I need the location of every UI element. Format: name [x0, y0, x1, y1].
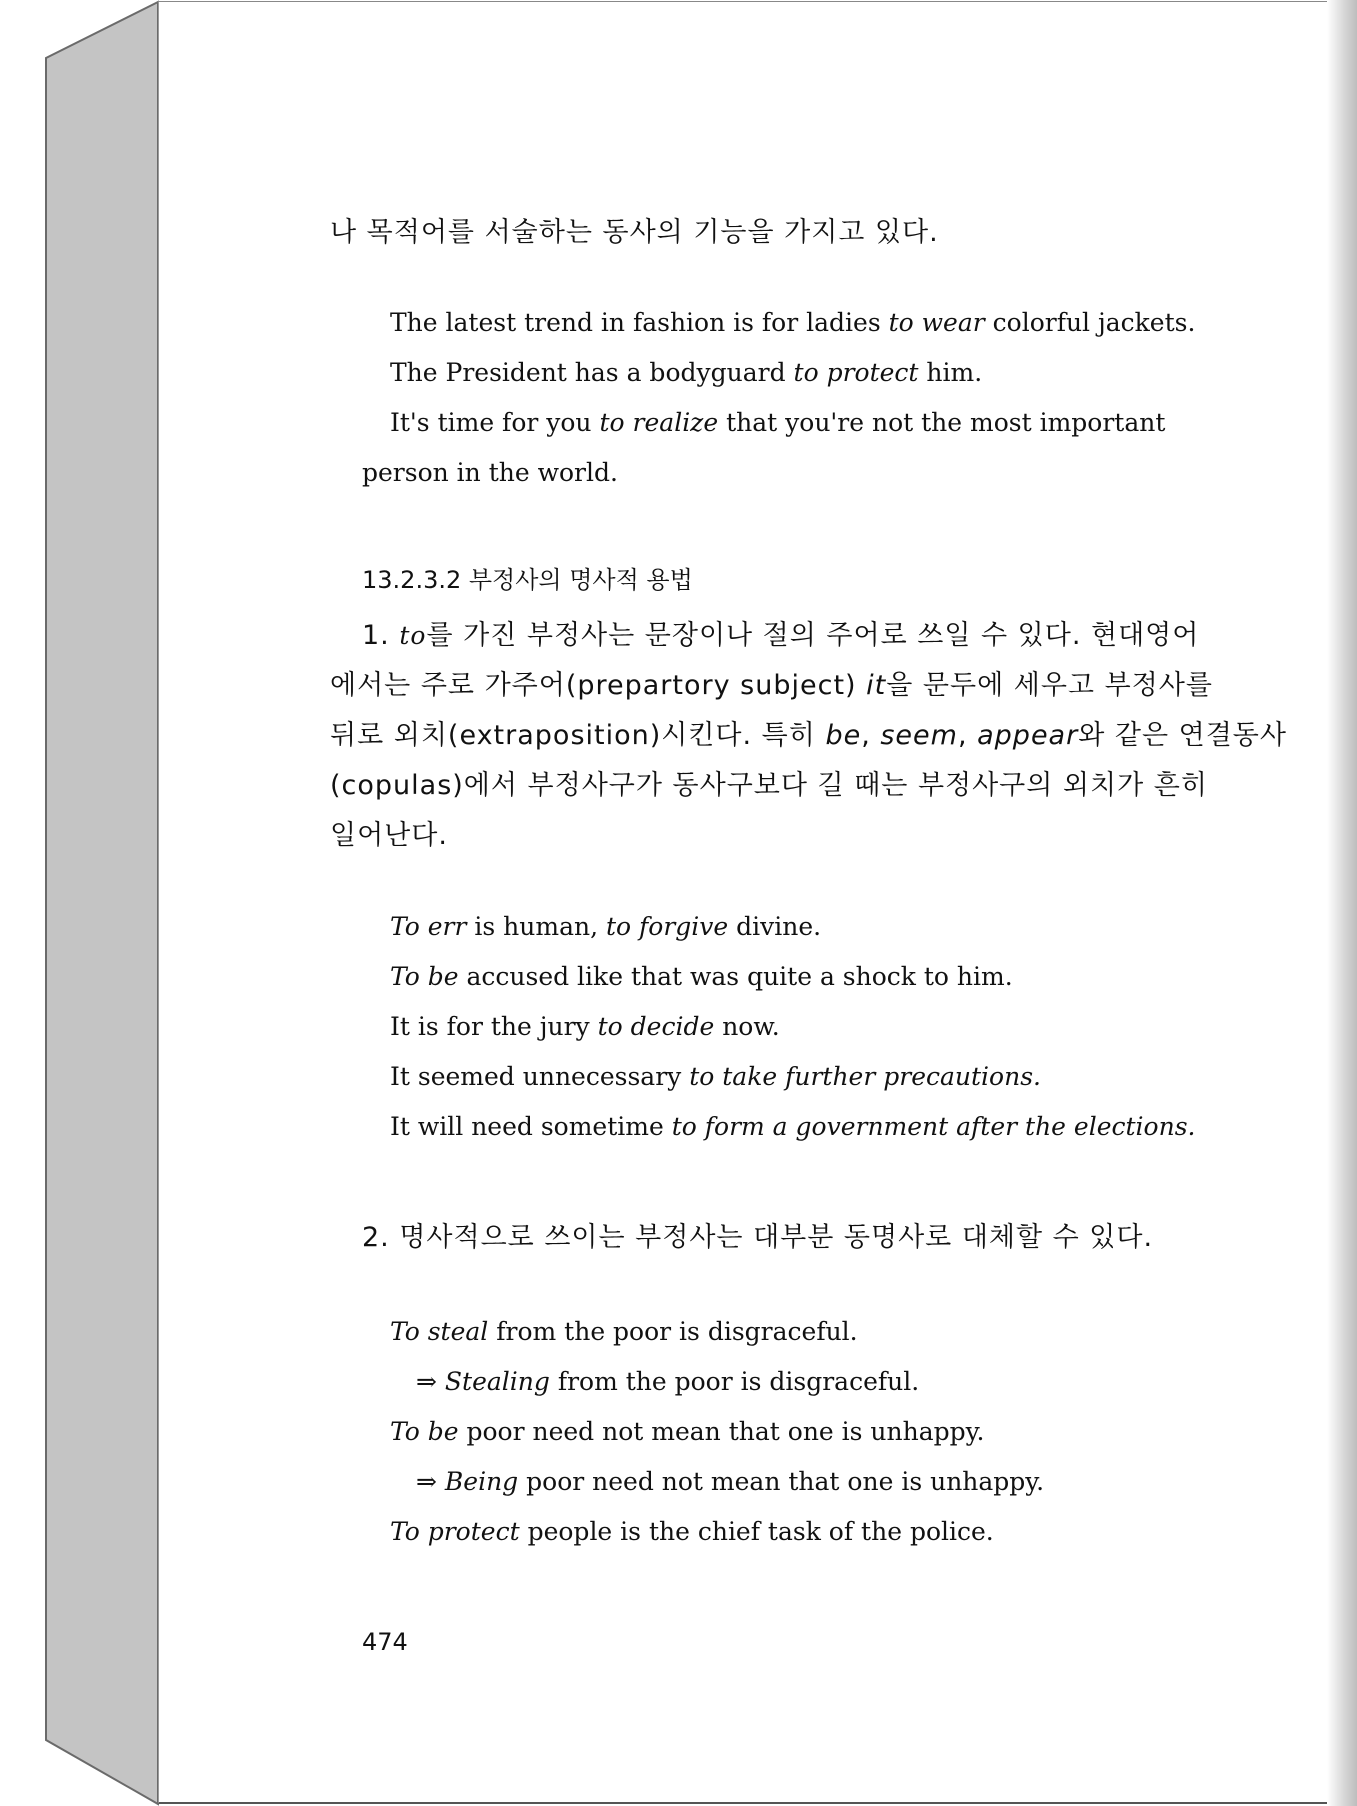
paragraph-line: 에서는 주로 가주어(prepartory subject) it을 문두에 세우고 부정사를 — [330, 670, 1213, 701]
paragraph-line: 일어난다. — [330, 820, 448, 851]
example-line: To err is human, to forgive divine. — [390, 912, 822, 941]
example-line: ⇒ Being poor need not mean that one is unhappy. — [416, 1467, 1045, 1496]
paragraph-line: 1. to를 가진 부정사는 문장이나 절의 주어로 쓰일 수 있다. 현대영어 — [362, 620, 1200, 651]
example-line: It is for the jury to decide now. — [390, 1012, 780, 1041]
example-line: The President has a bodyguard to protect him. — [390, 358, 983, 387]
example-line: To protect people is the chief task of the police. — [390, 1517, 994, 1546]
section-heading: 13.2.3.2 부정사의 명사적 용법 — [362, 566, 693, 594]
example-line: It's time for you to realize that you're not the most important — [390, 408, 1166, 437]
intro-line: 나 목적어를 서술하는 동사의 기능을 가지고 있다. — [330, 217, 939, 248]
paragraph-line: 뒤로 외치(extraposition)시킨다. 특히 be, seem, appear와 같은 연결동사 — [330, 720, 1287, 751]
example-line: person in the world. — [362, 458, 618, 487]
paragraph-line: (copulas)에서 부정사구가 동사구보다 길 때는 부정사구의 외치가 흔히 — [330, 770, 1208, 801]
example-line: To steal from the poor is disgraceful. — [390, 1317, 858, 1346]
example-line: ⇒ Stealing from the poor is disgraceful. — [416, 1367, 920, 1396]
page-edge-shadow — [1327, 0, 1357, 1806]
paragraph-line: 2. 명사적으로 쓰이는 부정사는 대부분 동명사로 대체할 수 있다. — [362, 1222, 1154, 1253]
example-line: It will need sometime to form a government after the elections. — [390, 1112, 1196, 1141]
example-line: To be poor need not mean that one is unhappy. — [390, 1417, 985, 1446]
example-line: It seemed unnecessary to take further precautions. — [390, 1062, 1041, 1091]
example-line: To be accused like that was quite a shock to him. — [390, 962, 1013, 991]
arrow-icon: ⇒ — [416, 1467, 445, 1496]
page-number: 474 — [362, 1628, 408, 1656]
example-line: The latest trend in fashion is for ladies to wear colorful jackets. — [390, 308, 1196, 337]
arrow-icon: ⇒ — [416, 1367, 445, 1396]
